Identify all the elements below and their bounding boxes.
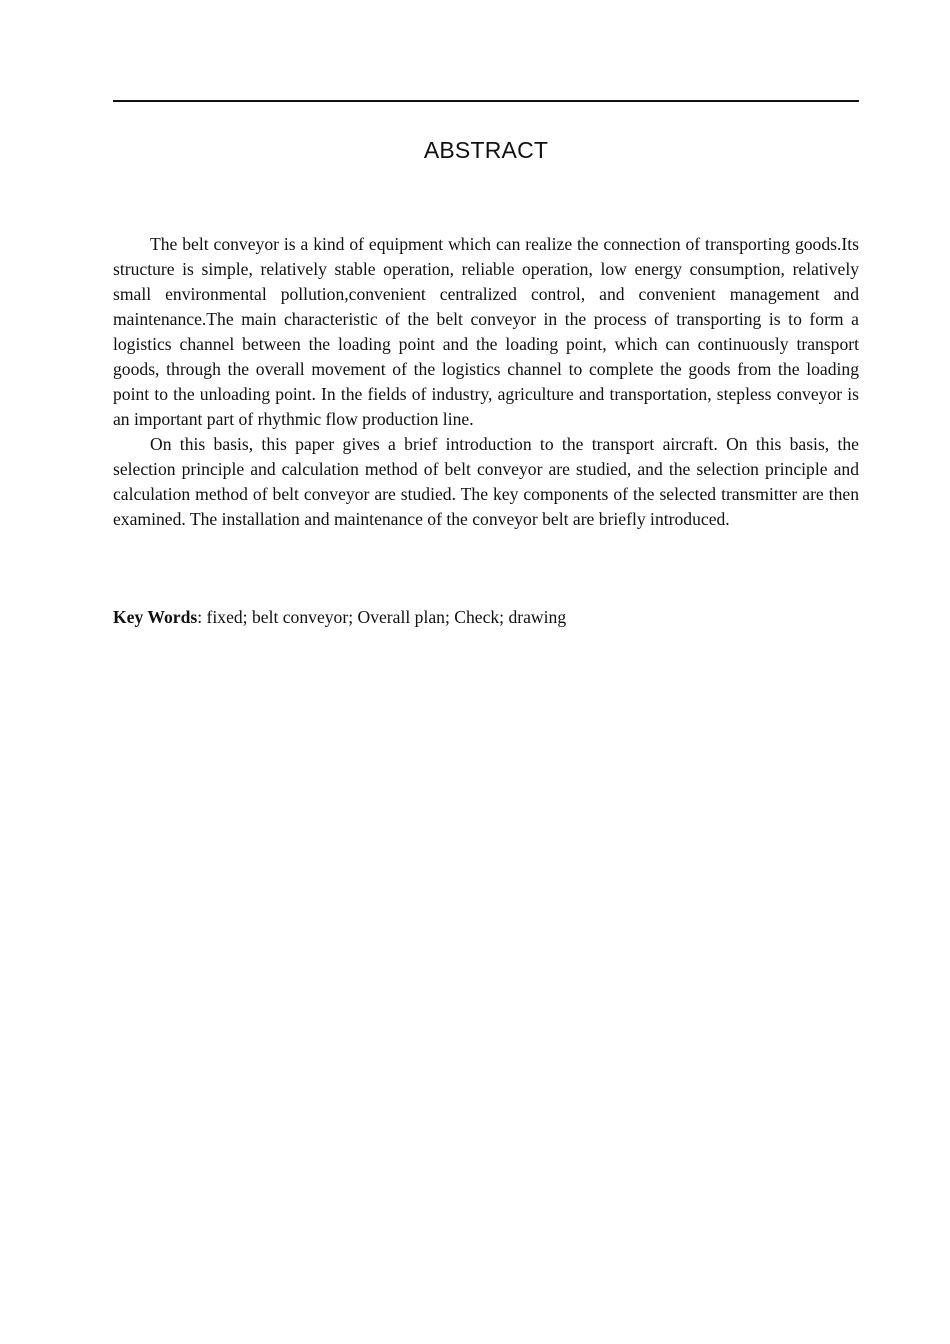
keywords-line: [113, 605, 859, 630]
keywords-value: fixed; belt conveyor; Overall plan; Check; drawing: [206, 607, 567, 627]
keywords-separator: :: [197, 607, 207, 627]
header-rule: [113, 100, 859, 102]
keywords-label: Key Words: [113, 607, 198, 627]
abstract-paragraph-2: On this basis, this paper gives a brief introduction to the transport aircraft. On this basis, the selection principle and calculation method of belt conveyor are studied, and the selection principle and calculation method of belt conveyor are studied. The key components of the selected transmitter are then examined. The installation and maintenance of the conveyor belt are briefly introduced.: [113, 434, 859, 529]
abstract-paragraph-1: The belt conveyor is a kind of equipment which can realize the connection of transporting goods.Its structure is simple, relatively stable operation, reliable operation, low energy consumption, relatively small environmental pollution,convenient centralized control, and convenient management and maintenance.The main characteristic of the belt conveyor in the process of transporting is to form a logistics channel between the loading point and the loading point, which can continuously transport goods, through the overall movement of the logistics channel to complete the goods from the loading point to the unloading point. In the fields of industry, agriculture and transportation, stepless conveyor is an important part of rhythmic flow production line.: [113, 234, 859, 429]
abstract-title: ABSTRACT: [423, 137, 549, 163]
abstract-body: [113, 232, 859, 532]
